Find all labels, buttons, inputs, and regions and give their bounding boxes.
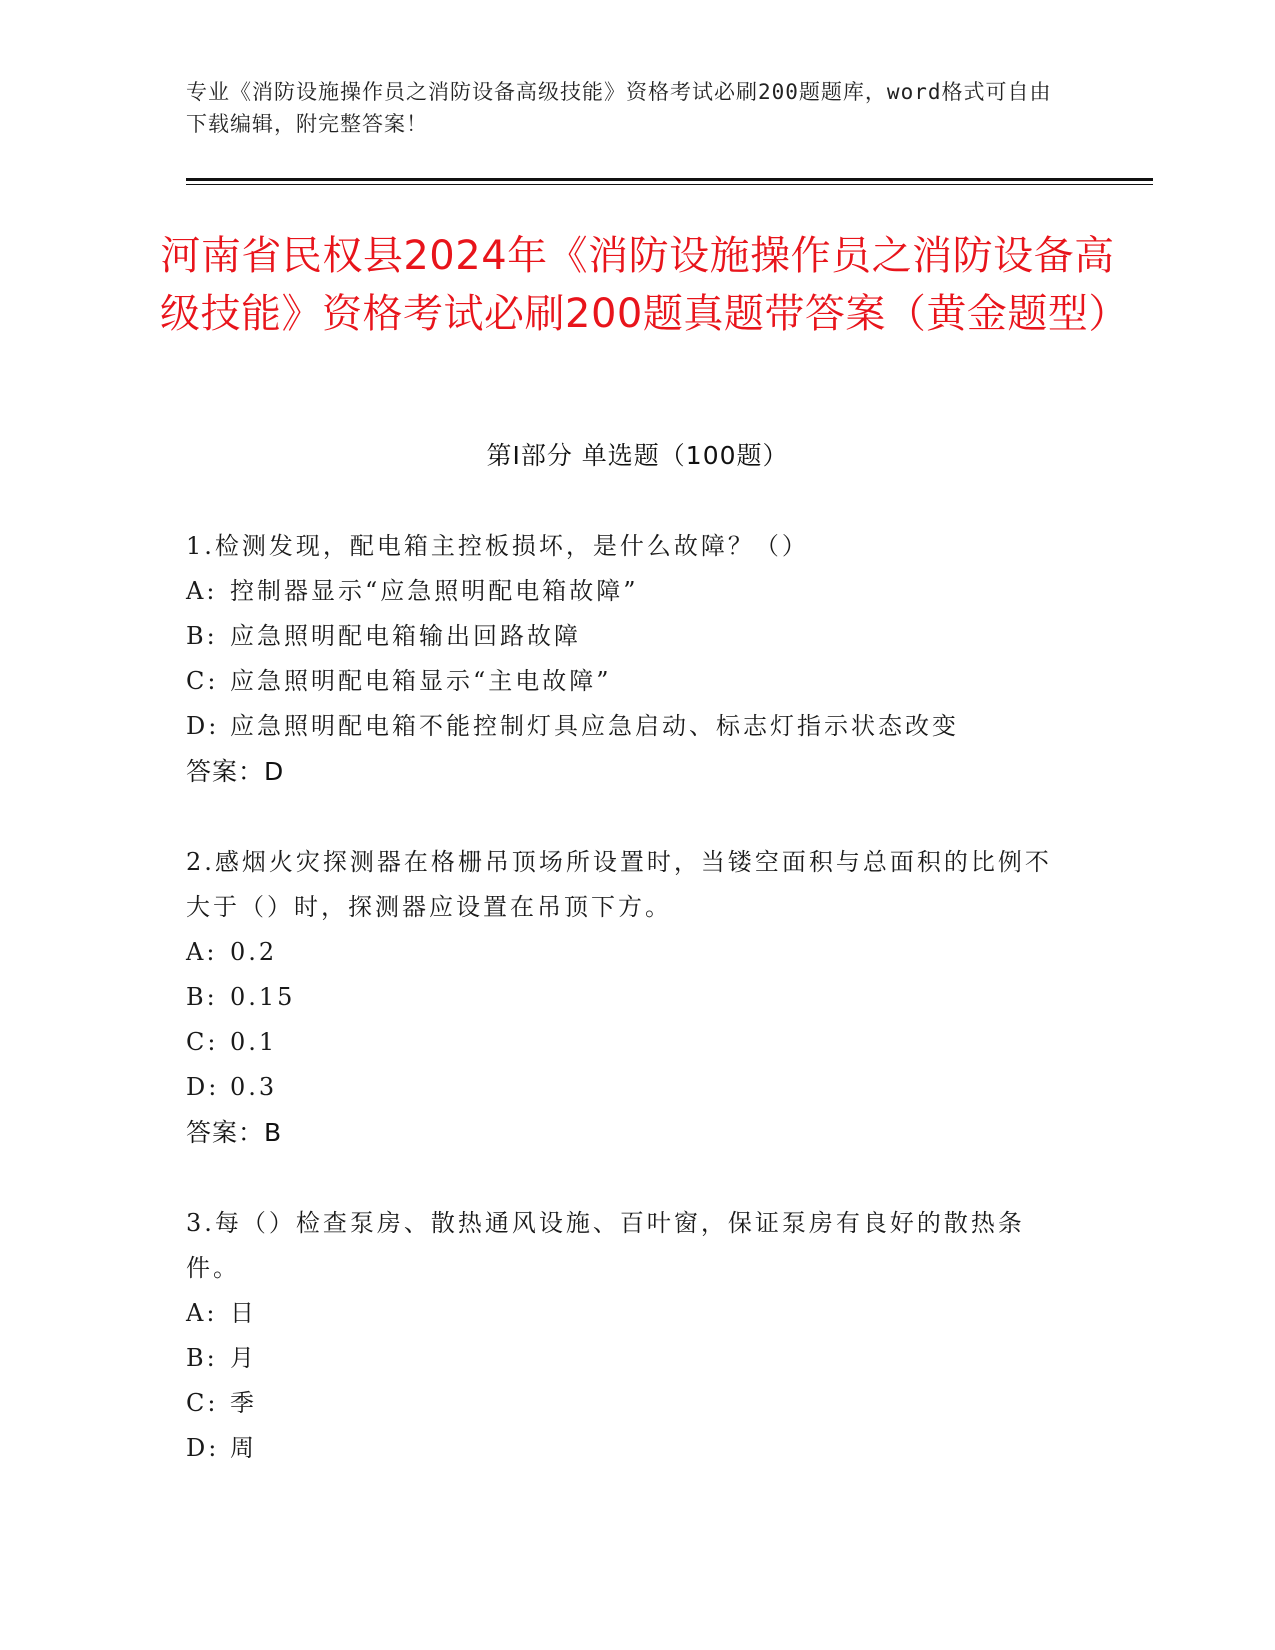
header-rule-thick	[186, 178, 1153, 181]
option-key: B:	[186, 622, 218, 650]
option-b	[186, 1336, 1066, 1381]
option-d	[186, 1426, 1066, 1471]
question-stem: 1.检测发现，配电箱主控板损坏，是什么故障？（）	[186, 532, 809, 560]
option-c	[186, 1381, 1066, 1426]
option-text: 日	[230, 1299, 257, 1327]
option-key: D:	[186, 712, 220, 740]
option-text: 控制器显示“应急照明配电箱故障”	[230, 577, 639, 605]
option-text: 0.15	[230, 983, 296, 1011]
document-title: 河南省民权县2024年《消防设施操作员之消防设备高级技能》资格考试必刷200题真题带答案（黄金题型）	[160, 233, 1129, 337]
header-rule-thin	[186, 184, 1153, 185]
option-key: B:	[186, 983, 218, 1011]
option-b	[186, 975, 1066, 1020]
option-key: A:	[186, 577, 218, 605]
question-3	[186, 1201, 1066, 1471]
option-a	[186, 569, 1066, 614]
option-text: 0.1	[230, 1028, 278, 1056]
option-text: 季	[230, 1389, 257, 1417]
option-a	[186, 930, 1066, 975]
option-d	[186, 1065, 1066, 1110]
section-title: 第Ⅰ部分 单选题（100题）	[486, 441, 789, 470]
option-text: 应急照明配电箱不能控制灯具应急启动、标志灯指示状态改变	[230, 712, 959, 740]
option-text: 0.3	[230, 1073, 278, 1101]
option-text: 应急照明配电箱显示“主电故障”	[230, 667, 612, 695]
option-c	[186, 659, 1066, 704]
option-key: D:	[186, 1434, 220, 1462]
question-list	[186, 524, 1066, 1517]
option-c	[186, 1020, 1066, 1065]
option-text: 周	[230, 1434, 257, 1462]
answer: 答案：B	[186, 1118, 283, 1147]
question-2	[186, 840, 1066, 1155]
option-text: 月	[230, 1344, 257, 1372]
option-text: 应急照明配电箱输出回路故障	[230, 622, 581, 650]
option-b	[186, 614, 1066, 659]
option-key: A:	[186, 938, 218, 966]
answer: 答案：D	[186, 757, 285, 786]
question-1	[186, 524, 1066, 794]
option-key: A:	[186, 1299, 218, 1327]
option-key: C:	[186, 667, 219, 695]
option-text: 0.2	[230, 938, 278, 966]
option-key: D:	[186, 1073, 220, 1101]
option-d	[186, 704, 1066, 749]
header-note: 专业《消防设施操作员之消防设备高级技能》资格考试必刷200题题库，word格式可自由下载编辑，附完整答案！	[186, 80, 1052, 136]
option-key: B:	[186, 1344, 218, 1372]
question-stem: 3.每（）检查泵房、散热通风设施、百叶窗，保证泵房有良好的散热条件。	[186, 1209, 1025, 1282]
option-a	[186, 1291, 1066, 1336]
option-key: C:	[186, 1389, 219, 1417]
option-key: C:	[186, 1028, 219, 1056]
question-stem: 2.感烟火灾探测器在格栅吊顶场所设置时，当镂空面积与总面积的比例不大于（）时，探测器应设置在吊顶下方。	[186, 848, 1052, 921]
